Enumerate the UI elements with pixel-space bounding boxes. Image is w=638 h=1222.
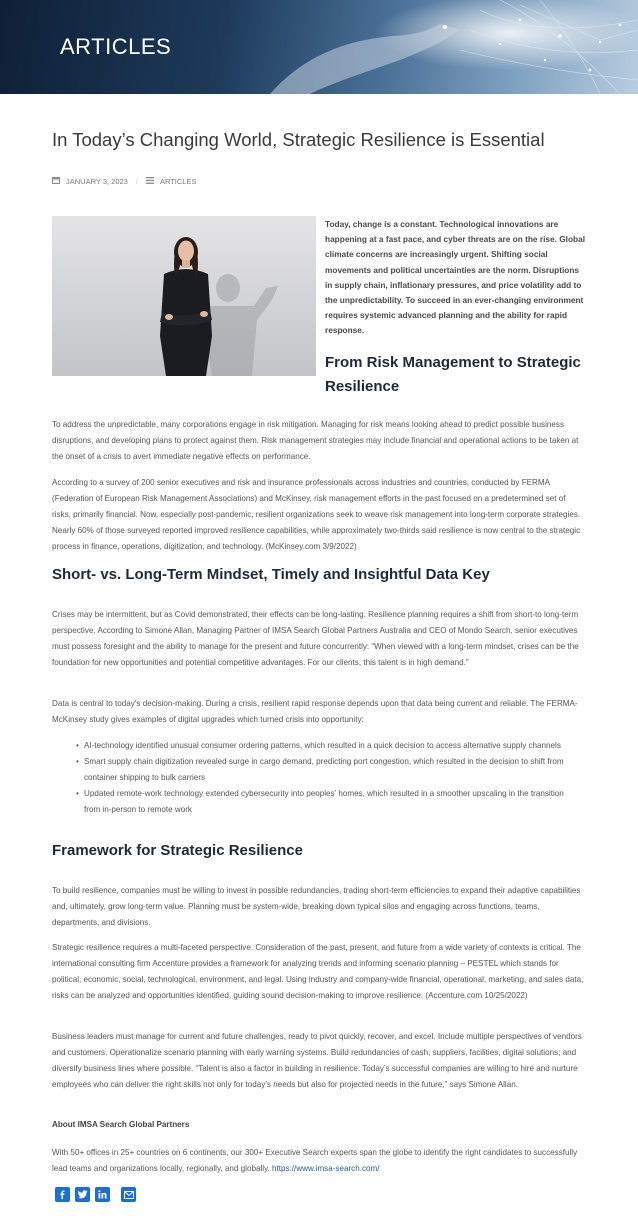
calendar-icon bbox=[52, 176, 60, 186]
heading-risk-management: From Risk Management to Strategic Resilience bbox=[325, 354, 581, 395]
page-banner bbox=[0, 0, 638, 94]
paragraph-pestel: Strategic resilience requires a multi-faceted perspective. Consideration of the past, present, and future from a wide variety of contexts is critical. The international consulting firm Accenture provides a framework for analyzing trends and informing scenario planning – PESTEL which stands for political, economic, social, technological, environment, and legal. Using industry and company-wide financial, operational, marketing, and sales data, risks can be analyzed and opportunities identified, guiding sound decision-making to improve resilience. (Accenture.com 10/25/2022) bbox=[52, 943, 584, 1000]
article-category-link[interactable]: ARTICLES bbox=[159, 176, 197, 186]
about-heading: About IMSA Search Global Partners bbox=[52, 1120, 190, 1129]
list-item: • AI-technology identified unusual consumer ordering patterns, which resulted in a quick decision to access alternative supply channels bbox=[76, 738, 576, 754]
paragraph-ferma-survey: According to a survey of 200 senior executives and risk and insurance professionals across industries and countries, conducted by FERMA (Federation of European Risk Management Associations) and McKinsey, risk management efforts in the past focused on a predetermined set of risks, primarily financial. Now, especially post-pandemic, resilient organizations seek to weave risk management into long-term corporate strategies. Nearly 60% of those surveyed reported improved resilience capabilities, while approximately two-thirds said resilience is now central to the strategic process in finance, operations, digitization, and technology. (McKinsey.com 3/9/2022) bbox=[52, 478, 581, 551]
email-icon bbox=[124, 1191, 134, 1199]
heading-framework: Framework for Strategic Resilience bbox=[52, 842, 303, 859]
list-item: • Smart supply chain digitization revealed surge in cargo demand, predicting port congestion, which resulted in the decision to shift from container shipping to bulk carriers bbox=[76, 754, 576, 786]
about-text: With 50+ offices in 25+ countries on 6 continents, our 300+ Executive Search experts span the globe to identify the right candidates to successfully lead teams and organizations locally, regionally, and globally. bbox=[52, 1148, 578, 1173]
email-share-button[interactable] bbox=[121, 1187, 136, 1202]
paragraph-business-leaders: Business leaders must manage for current and future challenges, ready to pivot quickly, recover, and excel. Include multiple perspectives of vendors and customers. Operationalize scenario planning with early warning systems. Build redundancies of cash, suppliers, facilities, digital solutions; and diversify business lines where possible. “Talent is also a factor in building in resilience. Today’s successful companies are willing to hire and nurture employees who can deliver the right skills not only for today’s needs but also for projected needs in the future,” says Simone Allan. bbox=[52, 1032, 582, 1089]
list-icon bbox=[146, 177, 154, 186]
list-item: • Updated remote-work technology extended cybersecurity into peoples’ homes, which resulted in a smoother upscaling in the transition from in-person to remote work bbox=[76, 786, 576, 818]
linkedin-share-button[interactable] bbox=[95, 1187, 110, 1202]
paragraph-crises: Crises may be intermittent, but as Covid demonstrated, their effects can be long-lasting. Resilience planning requires a shift from short-to long-term perspective. According to Simone Allan, Managing Partner of IMSA Search Global Partners Australia and CEO of Mondo Search, senior executives must possess foresight and the ability to manage for the present and future concurrently: “When viewed with a long-term mindset, crises can be the foundation for new opportunities and potential competitive advantages. For our clients, this talent is in high demand.” bbox=[52, 610, 579, 667]
businesswoman-photo bbox=[52, 216, 316, 376]
facebook-icon bbox=[58, 1190, 67, 1199]
paragraph-risk-mitigation: To address the unpredictable, many corporations engage in risk mitigation. Managing for risk means looking ahead to predict possible business disruptions, and developing plans to protect against them. Risk management strategies may include financial and operational actions to be taken at the onset of a crisis to avert immediate negative effects on performance. bbox=[52, 420, 579, 461]
article-intro: Today, change is a constant. Technological innovations are happening at a fast pace, and cyber threats are on the rise. Global climate concerns are increasingly urgent. Shifting social movements and political uncertainties are the norm. Disruptions in supply chain, inflationary pressures, and price volatility add to the unpredictability. To succeed in an ever-changing environment requires systemic advanced planning and the ability for rapid response. bbox=[325, 219, 586, 336]
article-date: JANUARY 3, 2023 bbox=[66, 176, 128, 186]
imsa-website-link[interactable]: https://www.imsa-search.com/ bbox=[272, 1163, 380, 1173]
linkedin-icon bbox=[98, 1190, 107, 1199]
heading-short-vs-long-term: Short- vs. Long-Term Mindset, Timely and Insightful Data Key bbox=[52, 566, 490, 583]
paragraph-build-resilience: To build resilience, companies must be willing to invest in possible redundancies, trading short-term efficiencies to expand their adaptive capabilities and, ultimately, grow long-term value. Planning must be system-wide, breaking down typical silos and engaging across functions, teams, departments, and divisions. bbox=[52, 886, 581, 927]
facebook-share-button[interactable] bbox=[55, 1187, 70, 1202]
article-title: In Today’s Changing World, Strategic Resilience is Essential bbox=[52, 129, 545, 150]
article-meta bbox=[52, 176, 196, 186]
about-paragraph bbox=[52, 1145, 584, 1177]
share-buttons bbox=[55, 1187, 136, 1202]
meta-separator: / bbox=[135, 176, 138, 186]
paragraph-data-central: Data is central to today’s decision-making. During a crisis, resilient rapid response depends upon that data being current and reliable. The FERMA-McKinsey study gives examples of digital upgrades which turned crisis into opportunity: bbox=[52, 699, 578, 724]
twitter-share-button[interactable] bbox=[75, 1187, 90, 1202]
digital-upgrades-list bbox=[76, 738, 576, 818]
twitter-icon bbox=[78, 1190, 88, 1199]
banner-title: ARTICLES bbox=[60, 34, 172, 59]
